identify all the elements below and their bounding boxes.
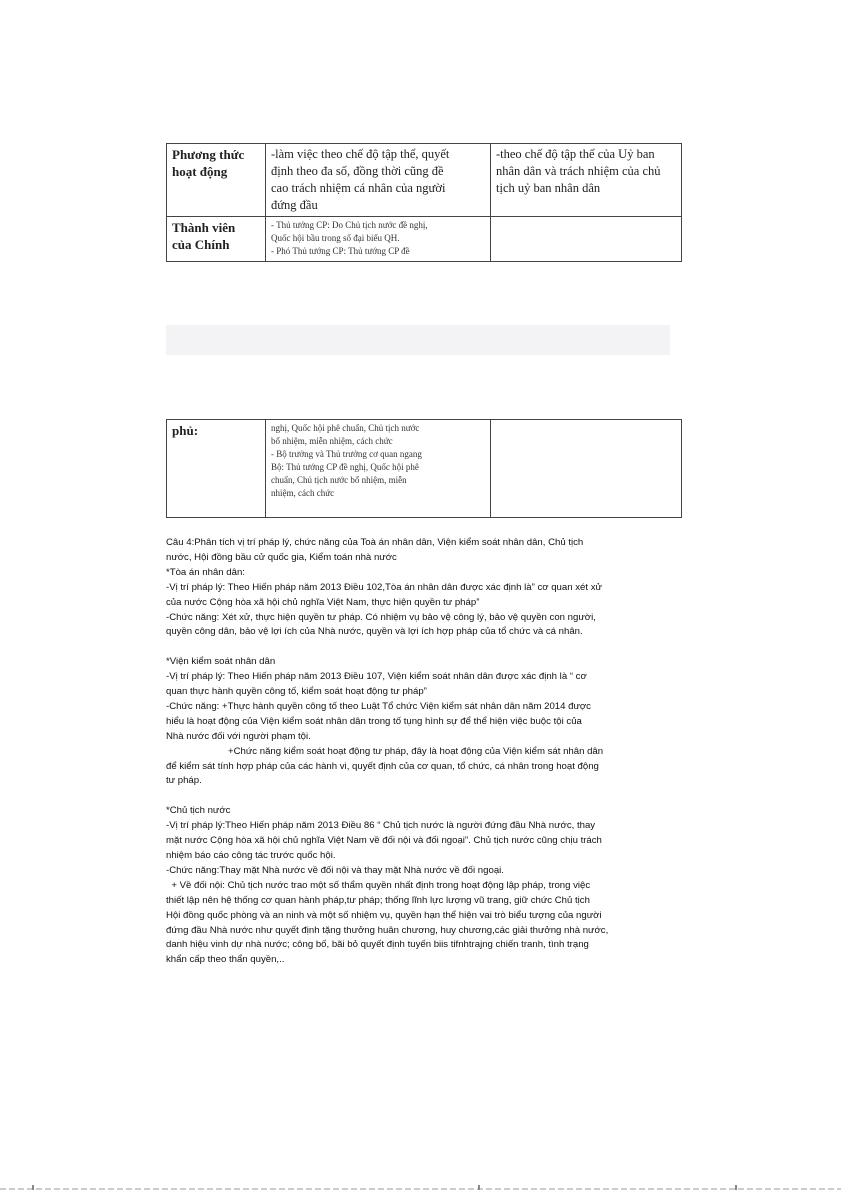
cell-government: [266, 144, 491, 217]
paragraph-line: +Chức năng kiểm soát hoạt động tư pháp, đây là hoạt động của Viện kiểm sát nhân dân: [228, 745, 604, 757]
cell-line: -làm việc theo chế độ tập thể, quyết: [271, 147, 450, 161]
row-label: [167, 420, 266, 518]
cell-members: [266, 217, 491, 262]
cell-line: -theo chế độ tập thể của Uỷ ban: [496, 147, 655, 161]
question-line: nước, Hội đồng bầu cử quốc gia, Kiểm toán nhà nước: [166, 551, 397, 563]
row-label: [167, 217, 266, 262]
cell-line: nghị, Quốc hội phê chuẩn, Chủ tịch nước: [271, 423, 420, 433]
cell-line: - Thủ tướng CP: Do Chủ tịch nước đề nghị,: [271, 220, 428, 230]
cell-line: Bộ: Thủ tướng CP đề nghị, Quốc hội phê: [271, 462, 419, 472]
cell-peoples-committee: [491, 144, 682, 217]
paragraph-line: Hội đồng quốc phòng và an ninh và một số nhiệm vụ, quyền hạn thể hiện vai trò biểu tượng của người: [166, 909, 602, 921]
table-top: [166, 143, 682, 262]
blank-line: [166, 789, 676, 804]
paragraph-line: danh hiệu vinh dự nhà nước; công bố, bãi bỏ quyết định tuyến biis tifnhtrajng chiến tranh, tình trạng: [166, 939, 589, 951]
paragraph-line: Nhà nước đối với người phạm tội.: [166, 730, 311, 742]
answer-text: [166, 536, 676, 968]
table-row: [167, 420, 682, 518]
label-line: phủ:: [172, 423, 199, 438]
paragraph-line: để kiểm sát tính hợp pháp của các hành vi, quyết định của cơ quan, tổ chức, cá nhân trong hoạt động: [166, 760, 599, 772]
paragraph-line: của nước Cộng hòa xã hội chủ nghĩa Việt Nam, thực hiện quyền tư pháp”: [166, 596, 480, 608]
cell-line: bổ nhiệm, miễn nhiệm, cách chức: [271, 436, 393, 446]
table-bottom: [166, 419, 682, 518]
label-line: của Chính: [172, 237, 230, 252]
paragraph-line: mặt nước Cộng hòa xã hội chủ nghĩa Việt Nam về đối nội và đối ngoại”. Chủ tịch nước cũng chịu trách: [166, 835, 602, 847]
paragraph-line: nhiệm báo cáo công tác trước quốc hội.: [166, 850, 336, 861]
page-bottom-edge: [0, 1188, 841, 1190]
blank-line: [166, 640, 676, 655]
cell-line: nhiệm, cách chức: [271, 488, 335, 498]
paragraph-line: hiểu là hoạt động của Viện kiểm soát nhân dân trong tố tụng hình sự để thể hiện việc buộc tội của: [166, 715, 582, 727]
section-heading-toa-an: *Tòa án nhân dân:: [166, 566, 245, 578]
label-line: Phương thức: [172, 147, 245, 162]
cell-line: Quốc hội bầu trong số đại biểu QH.: [271, 233, 400, 243]
cell-line: chuẩn, Chủ tịch nước bổ nhiệm, miễn: [271, 475, 407, 485]
cell-members-cont: [266, 420, 491, 518]
paragraph-line: khẩn cấp theo thẩn quyền,..: [166, 954, 285, 966]
table-row: [167, 144, 682, 217]
cell-line: cao trách nhiệm cá nhân của người: [271, 181, 446, 195]
paragraph-line: -Chức năng: Xét xử, thực hiện quyền tư pháp. Có nhiệm vụ bảo vệ công lý, bảo vệ quyền con người,: [166, 611, 596, 623]
gray-separator-band: [166, 325, 670, 355]
paragraph-line: -Vị trí pháp lý:Theo Hiến pháp năm 2013 Điều 86 “ Chủ tịch nước là người đứng đầu Nhà nước, thay: [166, 820, 596, 832]
paragraph-line: -Vị trí pháp lý: Theo Hiến pháp năm 2013 Điều 107, Viện kiểm soát nhân dân được xác định là “ cơ: [166, 671, 587, 683]
cell-line: định theo đa số, đồng thời cũng đề: [271, 164, 444, 178]
paragraph-line: quyền công dân, bảo vệ lợi ích của Nhà nước, quyền và lợi ích hợp pháp của tổ chức và cá nhân.: [166, 626, 583, 638]
section-heading-chu-tich-nuoc: *Chủ tịch nước: [166, 805, 231, 817]
paragraph-line: -Chức năng: +Thực hành quyền công tố theo Luật Tổ chức Viện kiểm sát nhân dân năm 2014 được: [166, 700, 591, 712]
page-edge-tick: [735, 1185, 737, 1190]
row-label: [167, 144, 266, 217]
paragraph-line: + Về đối nội: Chủ tịch nước trao một số thẩm quyền nhất định trong hoạt động lập pháp, trong việc: [166, 879, 591, 891]
label-line: Thành viên: [172, 220, 236, 235]
table-row: [167, 217, 682, 262]
paragraph-line: đứng đầu Nhà nước như quyết định tặng thưởng huân chương, huy chương,các giải thưởng nhà nước,: [166, 924, 609, 936]
cell-line: - Bộ trưởng và Thủ trưởng cơ quan ngang: [271, 449, 422, 459]
paragraph-line: -Chức năng:Thay mặt Nhà nước về đối nội và thay mặt Nhà nước về đối ngoại.: [166, 864, 504, 876]
paragraph-line: thiết lập nên hệ thống cơ quan hành pháp,tư pháp; thống lĩnh lực lượng vũ trang, giữ chức Chủ tịch: [166, 894, 590, 906]
cell-line: đứng đầu: [271, 198, 318, 212]
paragraph-line: tư pháp.: [166, 775, 202, 787]
label-line: hoạt động: [172, 164, 228, 179]
cell-empty: [491, 420, 682, 518]
paragraph-line: -Vị trí pháp lý: Theo Hiến pháp năm 2013 Điều 102,Tòa án nhân dân được xác định là” cơ quan xét xử: [166, 581, 602, 593]
page-edge-tick: [478, 1185, 480, 1190]
section-heading-vien-kiem-soat: *Viện kiểm soát nhân dân: [166, 656, 276, 668]
cell-empty: [491, 217, 682, 262]
question-line: Câu 4:Phân tích vị trí pháp lý, chức năng của Toà án nhân dân, Viện kiểm soát nhân dân, Chủ tịch: [166, 537, 584, 548]
cell-line: tịch uỷ ban nhân dân: [496, 181, 601, 195]
paragraph-line: quan thực hành quyền công tố, kiểm soát hoạt động tư pháp”: [166, 686, 427, 698]
cell-line: - Phó Thủ tướng CP: Thủ tướng CP đề: [271, 246, 410, 256]
cell-line: nhân dân và trách nhiệm của chủ: [496, 164, 661, 178]
page-edge-tick: [32, 1185, 34, 1190]
